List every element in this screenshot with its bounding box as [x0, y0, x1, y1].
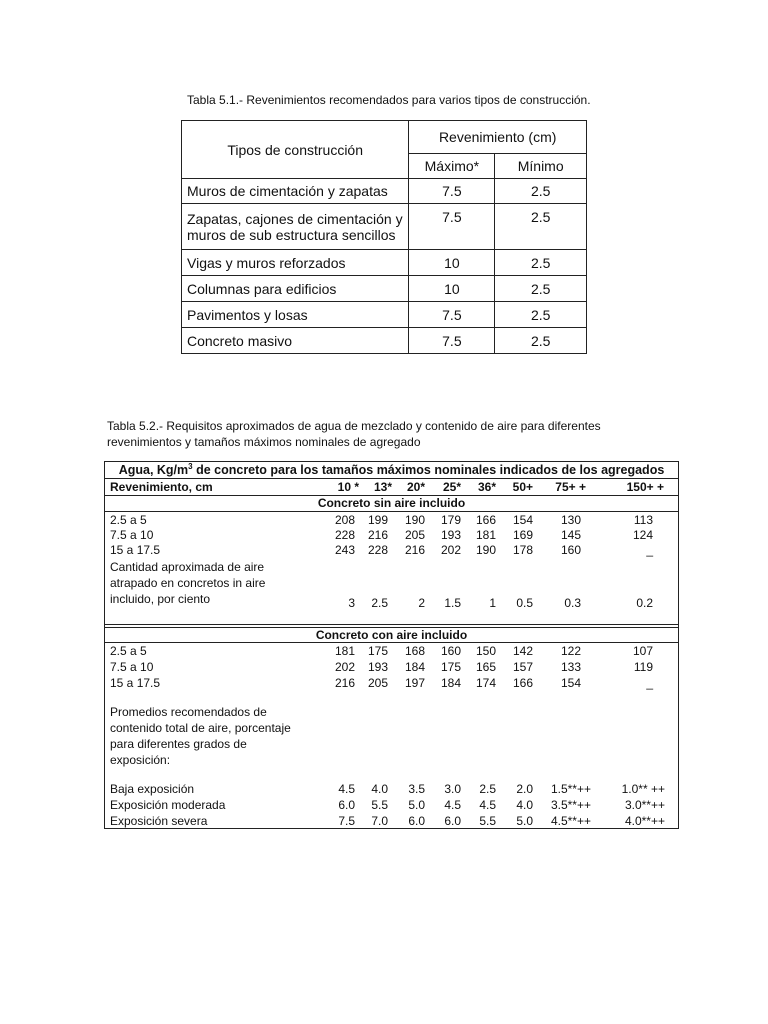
- value-cell: 168: [404, 644, 425, 658]
- min-value: 2.5: [495, 204, 587, 250]
- slump-header: Revenimiento, cm: [110, 480, 213, 494]
- value-cell: _: [646, 543, 653, 557]
- value-cell: 0.2: [636, 596, 653, 610]
- value-cell: 75+ +: [555, 480, 586, 494]
- max-value: 7.5: [409, 179, 495, 204]
- value-cell: 1.0** ++: [621, 782, 665, 796]
- row-label: 2.5 a 5: [110, 644, 147, 658]
- table-row: [182, 250, 587, 276]
- divider: [105, 478, 678, 479]
- value-cell: 181: [334, 644, 355, 658]
- section-no-air: Concreto sin aire incluido: [317, 496, 466, 510]
- construction-type: Columnas para edificios: [182, 276, 409, 302]
- value-cell: 169: [512, 528, 533, 542]
- min-value: 2.5: [495, 179, 587, 204]
- value-cell: 3.5: [408, 782, 425, 796]
- value-cell: 190: [404, 513, 425, 527]
- value-cell: 3.0: [444, 782, 461, 796]
- row-label: 15 a 17.5: [110, 676, 161, 690]
- construction-type: Vigas y muros reforzados: [182, 250, 409, 276]
- header-construction-type: Tipos de construcción: [182, 121, 409, 179]
- value-cell: 6.0: [444, 814, 461, 828]
- row-label: Baja exposición: [110, 782, 195, 796]
- max-value: 10: [409, 250, 495, 276]
- max-value: 7.5: [409, 328, 495, 354]
- value-cell: 190: [475, 543, 496, 557]
- construction-type: Concreto masivo: [182, 328, 409, 354]
- value-cell: 160: [560, 543, 581, 557]
- value-cell: 4.5: [338, 782, 355, 796]
- value-cell: 124: [632, 528, 653, 542]
- divider: [105, 624, 678, 625]
- value-cell: 145: [560, 528, 581, 542]
- table-5-2-title: Agua, $Kg/m^3$ de concreto para los tamaños máximos nominales indicados de los agregados: [118, 461, 665, 477]
- value-cell: 193: [440, 528, 461, 542]
- value-cell: 216: [334, 676, 355, 690]
- value-cell: 3: [348, 596, 355, 610]
- value-cell: 178: [512, 543, 533, 557]
- value-cell: 113: [633, 513, 653, 527]
- table-row: [182, 179, 587, 204]
- divider: [105, 642, 678, 643]
- value-cell: 175: [367, 644, 388, 658]
- row-label: contenido total de aire, porcentaje: [110, 721, 291, 735]
- table-5-1: [181, 120, 587, 354]
- row-label: 2.5 a 5: [110, 513, 147, 527]
- value-cell: 25*: [442, 480, 461, 494]
- row-label: para diferentes grados de: [110, 737, 247, 751]
- row-label: 7.5 a 10: [110, 660, 154, 674]
- value-cell: 157: [512, 660, 533, 674]
- value-cell: 197: [404, 676, 425, 690]
- construction-type: Muros de cimentación y zapatas: [182, 179, 409, 204]
- value-cell: 3.5**++: [550, 798, 591, 812]
- row-label: incluido, por ciento: [110, 592, 211, 606]
- value-cell: 1.5: [444, 596, 461, 610]
- value-cell: 228: [334, 528, 355, 542]
- construction-type: Pavimentos y losas: [182, 302, 409, 328]
- value-cell: 4.5**++: [550, 814, 591, 828]
- divider: [105, 511, 678, 512]
- min-value: 2.5: [495, 276, 587, 302]
- value-cell: 199: [367, 513, 388, 527]
- row-label: exposición:: [110, 753, 171, 767]
- value-cell: 13*: [373, 480, 392, 494]
- value-cell: 184: [404, 660, 425, 674]
- value-cell: 1: [489, 596, 496, 610]
- value-cell: 107: [632, 644, 653, 658]
- value-cell: 2: [418, 596, 425, 610]
- max-value: 10: [409, 276, 495, 302]
- min-value: 2.5: [495, 250, 587, 276]
- header-min: Mínimo: [495, 154, 587, 179]
- value-cell: 6.0: [408, 814, 425, 828]
- value-cell: 142: [512, 644, 533, 658]
- value-cell: 243: [334, 543, 355, 557]
- table-5-2-caption: Tabla 5.2.- Requisitos aproximados de agua de mezclado y contenido de aire para diferentes revenimientos y tamaños máximos nominales de agregado: [107, 419, 601, 449]
- value-cell: 150: [475, 644, 496, 658]
- value-cell: 7.0: [371, 814, 388, 828]
- value-cell: 5.0: [408, 798, 425, 812]
- value-cell: 4.0**++: [624, 814, 665, 828]
- value-cell: 4.0: [371, 782, 388, 796]
- value-cell: 2.5: [371, 596, 388, 610]
- row-label: Promedios recomendados de: [110, 705, 267, 719]
- row-label: 7.5 a 10: [110, 528, 154, 542]
- table-row: [182, 302, 587, 328]
- value-cell: 202: [440, 543, 461, 557]
- value-cell: 0.3: [564, 596, 581, 610]
- value-cell: 216: [404, 543, 425, 557]
- value-cell: 154: [560, 676, 581, 690]
- header-slump: Revenimiento (cm): [409, 121, 587, 154]
- table-row: [182, 328, 587, 354]
- row-label: Cantidad aproximada de aire: [110, 560, 265, 574]
- value-cell: 166: [512, 676, 533, 690]
- table-row: [182, 204, 587, 250]
- value-cell: 2.5: [479, 782, 496, 796]
- value-cell: 0.5: [516, 596, 533, 610]
- value-cell: 150+ +: [626, 480, 664, 494]
- row-label: Exposición moderada: [110, 798, 226, 812]
- value-cell: 4.5: [479, 798, 496, 812]
- value-cell: 184: [440, 676, 461, 690]
- value-cell: 166: [475, 513, 496, 527]
- value-cell: 181: [475, 528, 496, 542]
- value-cell: 216: [367, 528, 388, 542]
- value-cell: 160: [440, 644, 461, 658]
- row-label: 15 a 17.5: [110, 543, 161, 557]
- value-cell: 228: [367, 543, 388, 557]
- construction-type: Zapatas, cajones de cimentación y muros de sub estructura sencillos: [182, 204, 409, 250]
- value-cell: _: [646, 676, 653, 690]
- row-label: Exposición severa: [110, 814, 208, 828]
- value-cell: 20*: [406, 480, 425, 494]
- value-cell: 175: [440, 660, 461, 674]
- value-cell: 154: [512, 513, 533, 527]
- value-cell: 205: [367, 676, 388, 690]
- value-cell: 36*: [477, 480, 496, 494]
- value-cell: 3.0**++: [624, 798, 665, 812]
- min-value: 2.5: [495, 328, 587, 354]
- value-cell: 4.0: [516, 798, 533, 812]
- value-cell: 5.5: [371, 798, 388, 812]
- max-value: 7.5: [409, 204, 495, 250]
- value-cell: 165: [475, 660, 496, 674]
- value-cell: 202: [334, 660, 355, 674]
- value-cell: 208: [334, 513, 355, 527]
- value-cell: 5.5: [479, 814, 496, 828]
- value-cell: 122: [560, 644, 581, 658]
- value-cell: 50+: [512, 480, 533, 494]
- section-with-air: Concreto con aire incluido: [315, 628, 468, 642]
- superscript: 3: [188, 461, 193, 471]
- table-5-1-caption: Tabla 5.1.- Revenimientos recomendados para varios tipos de construcción.: [187, 93, 591, 107]
- table-row: [182, 276, 587, 302]
- row-label: atrapado en concretos in aire: [110, 576, 266, 590]
- value-cell: 179: [440, 513, 461, 527]
- value-cell: 193: [367, 660, 388, 674]
- value-cell: 5.0: [516, 814, 533, 828]
- table-5-2: [104, 461, 679, 829]
- header-max: Máximo*: [409, 154, 495, 179]
- value-cell: 7.5: [338, 814, 355, 828]
- value-cell: 6.0: [338, 798, 355, 812]
- value-cell: 10 *: [337, 480, 359, 494]
- min-value: 2.5: [495, 302, 587, 328]
- value-cell: 119: [633, 660, 653, 674]
- value-cell: 174: [475, 676, 496, 690]
- value-cell: 1.5**++: [550, 782, 591, 796]
- value-cell: 4.5: [444, 798, 461, 812]
- value-cell: 130: [560, 513, 581, 527]
- value-cell: 205: [404, 528, 425, 542]
- value-cell: 2.0: [516, 782, 533, 796]
- max-value: 7.5: [409, 302, 495, 328]
- value-cell: 133: [560, 660, 581, 674]
